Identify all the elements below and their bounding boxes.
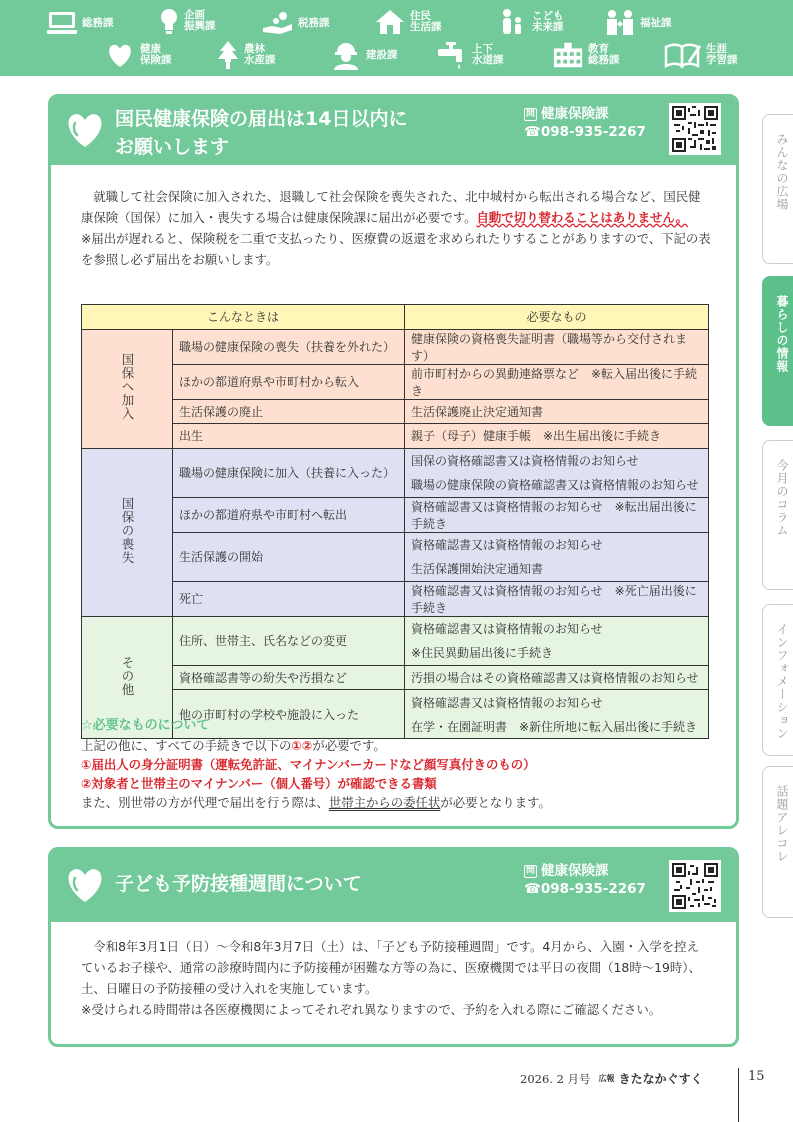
cell-when: 資格確認書等の紛失や汚損など [173,665,405,690]
cell-need: 資格確認書又は資格情報のお知らせ ※死亡届出後に手続き [405,581,709,616]
notes-text: また、別世帯の方が代理で届出を行う際は、 [81,795,329,810]
nav-item-kikaku[interactable] [158,8,216,34]
sidetab-minna[interactable] [762,114,793,264]
intro-text: 就職して社会保険に加入された、退職して社会保険を喪失された、北中城村から転出される場合など、国民健康保険（国保）に加入・喪失する場合は健康保険課に届出が必要です。 [81,189,701,225]
cell-need: 資格確認書又は資格情報のお知らせ [405,616,709,641]
cell-need: 健康保険の資格喪失証明書（職場等から交付されます） [405,329,709,364]
cell-need: 在学・在園証明書 ※新住所地に転入届出後に手続き [405,714,709,739]
cell-when: 死亡 [173,581,405,616]
title-line1: 国民健康保険の届出は14日以内に [115,108,408,130]
sidetab-label: 今月のコラム [775,459,789,537]
group-label-loss [82,448,173,616]
cell-need: 職場の健康保険の資格確認書又は資格情報のお知らせ [405,473,709,498]
notes-item-1: ①届出人の身分証明書（運転免許証、マイナンバーカードなど顔写真付きのもの） [81,757,536,772]
cell-when: 職場の健康保険に加入（扶養に入った） [173,448,405,497]
cell-when: ほかの都道府県や市町村へ転出 [173,497,405,532]
faucet-icon [436,42,468,68]
book-icon [664,42,702,68]
article-title [115,105,407,161]
nav-label: 総務課 [82,16,114,29]
table-body [82,329,709,739]
issue-date: 2026. 2 月号 [520,1071,591,1086]
nav-item-fukushi[interactable] [604,10,672,36]
contact-dept: 健康保険課 [541,106,609,122]
notes-underline: 世帯主からの委任状 [328,795,441,810]
nav-label: 住民 生活課 [410,10,442,33]
cell-need: 資格確認書又は資格情報のお知らせ [405,690,709,715]
nav-label: 健康 保険課 [140,43,172,66]
nav-label: 福祉課 [640,16,672,29]
article-yobosesshu [48,847,739,1047]
cell-need: 生活保護廃止決定通知書 [405,399,709,424]
body-paragraph: 令和8年3月1日（日）～令和8年3月7日（土）は、「子ども予防接種週間」です。4月から、入園・入学を控えているお子様や、通常の診療時間内に予防接種が困難な方等の為に、医療機関では平日の夜間（18時～19時）、土、日曜日の予防接種の受け入れを実施しています。 [81,939,701,996]
notes-block [81,715,721,812]
footer-issue [520,1070,703,1087]
contact-phone[interactable]: ☎098-935-2267 [524,881,646,897]
family-icon [604,10,636,36]
group-label-text: 国保へ加入 [120,353,135,421]
lightbulb-icon [158,8,180,34]
nav-label: 建設課 [366,48,398,61]
requirements-table [81,304,709,739]
category-nav [0,0,793,76]
nav-item-norin[interactable] [216,42,276,68]
heart-icon [63,862,107,906]
contact-dept: 健康保険課 [541,863,609,879]
col-header-need: 必要なもの [405,305,709,330]
page-number: 15 [748,1069,765,1084]
notes-emph: ①② [291,738,313,753]
nav-item-kyoiku[interactable] [552,42,620,68]
nav-item-somu[interactable] [46,10,114,36]
nav-item-jumin[interactable] [374,9,442,35]
sidetab-info[interactable] [762,604,793,756]
table-row [82,690,709,715]
notes-item-2: ②対象者と世帯主のマイナンバー（個人番号）が確認できる書類 [81,776,437,791]
sidetab-wadai[interactable] [762,766,793,918]
article-title: 子ども予防接種週間について [115,873,362,895]
cell-when: 職場の健康保険の喪失（扶養を外れた） [173,329,405,364]
parent-child-icon [496,9,528,35]
nav-label: 税務課 [298,16,330,29]
nav-label: 上下 水道課 [472,43,504,66]
cell-when: ほかの都道府県や市町村から転入 [173,364,405,399]
nav-item-shogai[interactable] [664,42,738,68]
footer-divider [738,1068,739,1122]
cell-need: 前市町村からの異動連絡票など ※転入届出後に手続き [405,364,709,399]
cell-need: 資格確認書又は資格情報のお知らせ ※転出届出後に手続き [405,497,709,532]
notes-text: が必要です。 [312,738,386,753]
sidetab-label: 話題アレコレ [775,785,789,863]
cell-need: 国保の資格確認書又は資格情報のお知らせ [405,448,709,473]
sidetab-label: みんなの広場 [775,133,789,211]
computer-icon [46,10,78,36]
nav-label: 企画 振興課 [184,9,216,32]
group-label-text: 国保の喪失 [120,496,135,565]
qr-code[interactable] [669,860,721,912]
notes-text: 上記の他に、すべての手続きで以下の [81,738,292,753]
table-row [82,399,709,424]
nav-item-zeimu[interactable] [262,10,330,36]
group-label-join [82,329,173,448]
table-row [82,532,709,557]
house-icon [374,9,406,35]
intro-warning: 自動で切り替わることはありません。 [476,210,688,225]
nav-item-kensetsu[interactable] [330,42,398,68]
heart-icon [104,42,136,68]
body-note: ※受けられる時間帯は各医療機関によってそれぞれ異なりますので、予約を入れる際にご確認ください。 [81,1002,662,1017]
cell-when: 他の市町村の学校や施設に入った [173,690,405,739]
office-icon: 問 [525,865,535,876]
article-kokuho [48,94,739,829]
office-icon: 問 [525,108,535,119]
cell-need: 資格確認書又は資格情報のお知らせ [405,532,709,557]
table-row [82,364,709,399]
table-row [82,497,709,532]
nav-label: こども 未来課 [532,10,564,33]
intro-note: ※届出が遅れると、保険税を二重で支払ったり、医療費の返還を求められたりすることがありますので、下記の表を参照し必ず届出をお願いします。 [81,231,711,267]
table-row [82,616,709,641]
notes-last [81,793,721,812]
article-intro [81,186,711,270]
intro-paragraph [81,186,711,228]
nav-item-kenko[interactable] [104,42,172,68]
cell-when: 住所、世帯主、氏名などの変更 [173,616,405,665]
article-header [51,97,736,165]
table-row [82,329,709,364]
sidetab-label: インフォメーション [775,623,789,740]
contact-info [524,862,646,898]
qr-code[interactable] [669,103,721,155]
table-row [82,448,709,473]
col-header-when: こんなときは [82,305,405,330]
article-body [81,936,711,1020]
notes-text: が必要となります。 [440,795,551,810]
worker-icon [330,42,362,68]
cell-need: 親子（母子）健康手帳 ※出生届出後に手続き [405,424,709,449]
notes-line1 [81,736,721,755]
group-label-text: その他 [120,655,135,696]
cell-when: 出生 [173,424,405,449]
article-header [51,850,736,922]
cell-need: 汚損の場合はその資格確認書又は資格情報のお知らせ [405,665,709,690]
cell-need: 生活保護開始決定通知書 [405,557,709,582]
title-line2: お願いします [115,136,230,158]
sidetab-label: 暮らしの情報 [775,295,789,373]
nav-label: 農林 水産課 [244,43,276,66]
tree-icon [216,42,240,68]
coins-hand-icon [262,10,294,36]
table-row [82,424,709,449]
heart-icon [63,107,107,151]
cell-need: ※住民異動届出後に手続き [405,641,709,666]
brand-name: きたなかぐすく [618,1072,703,1086]
sidetab-column[interactable] [762,440,793,590]
brand-prefix: 広報 [598,1074,615,1083]
contact-info [524,105,646,141]
cell-when: 生活保護の開始 [173,532,405,581]
nav-label: 教育 総務課 [588,43,620,66]
contact-phone[interactable]: ☎098-935-2267 [524,124,646,140]
table-row [82,581,709,616]
sidetab-kurashi[interactable] [762,276,793,426]
table-row [82,665,709,690]
cell-when: 生活保護の廃止 [173,399,405,424]
nav-item-kodomo[interactable] [496,9,564,35]
notes-title: ☆必要なものについて [81,718,210,733]
school-icon [552,42,584,68]
nav-label: 生涯 学習課 [706,43,738,66]
nav-item-suido[interactable] [436,42,504,68]
